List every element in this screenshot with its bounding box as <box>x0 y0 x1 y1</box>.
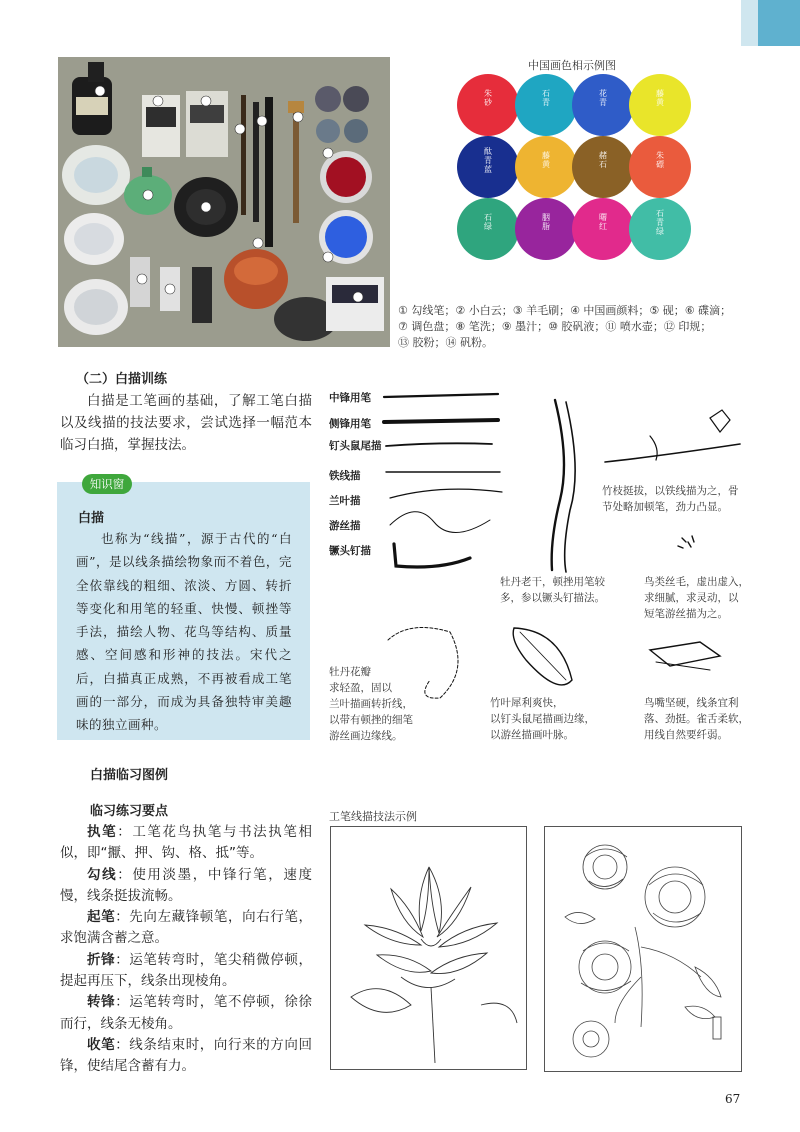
stroke-label: 游丝描 <box>329 520 361 532</box>
swatch-tenghuang-2 <box>515 136 577 198</box>
lineart-title: 工笔线描技法示例 <box>329 810 417 823</box>
swatch-shilv <box>457 198 519 260</box>
note-line: 以游丝描画叶脉。 <box>490 729 574 741</box>
practice-term: 勾线 <box>87 866 118 883</box>
practice-term: 起笔 <box>87 909 116 926</box>
stroke-label: 侧锋用笔 <box>329 418 371 430</box>
note-line: 鸟嘴坚硬，线条宜利 <box>644 697 739 709</box>
swatch-taiqinglan <box>457 136 519 198</box>
swatch-label: 藤黄 <box>655 89 665 107</box>
swatch-label: 赭石 <box>598 151 608 169</box>
practice-text: ：使用淡墨，中锋行笔，速度慢，线条挺拔流畅。 <box>60 866 313 904</box>
juetou-stroke <box>394 544 470 567</box>
note-line: 竹枝挺拔，以铁线描为之，骨 <box>602 485 739 497</box>
note-line: 节处略加顿笔，劲力凸显。 <box>602 501 728 513</box>
note-line: 用线自然要纤弱。 <box>644 729 728 741</box>
swatch-yanzhi <box>515 198 577 260</box>
swatch-zhubiao <box>629 136 691 198</box>
practice-text: ：运笔转弯时，笔尖稍微停顿，提起再压下，线条出现棱角。 <box>60 951 313 990</box>
example-heading: 白描临习图例 <box>90 768 169 783</box>
peony-line-drawing <box>544 826 742 1072</box>
knowledge-badge: 知识窗 <box>82 474 132 494</box>
cefeng-stroke <box>384 420 498 422</box>
swatch-label: 朱磦 <box>655 151 665 169</box>
swatch-label: 曙红 <box>598 213 608 231</box>
practice-point <box>60 1035 312 1078</box>
lotus-line-drawing <box>330 826 527 1070</box>
note-line: 以钉头鼠尾描画边缘， <box>490 713 595 725</box>
knowledge-title: 白描 <box>78 511 105 526</box>
note-bird-feather <box>644 574 749 622</box>
practice-point <box>60 907 312 950</box>
peony-trunk-drawing <box>552 400 564 570</box>
swatch-tenghuang <box>629 74 691 136</box>
practice-point <box>60 865 312 908</box>
section-heading: （二）白描训练 <box>76 372 168 387</box>
swatch-label: 花青 <box>598 89 608 107</box>
knowledge-body: 也称为“线描”，源于古代的“白画”，是以线条描绘物象而不着色，完全依靠线的粗细、浓淡、方圆、转折等变化和用笔的轻重、快慢、顿挫等手法，描绘人物、花鸟等结构、质量感、空间感和形神的技法。宋代之后，白描真正成熟，不再被看成工笔画的一部分，而成为具备独特审美趣味的独立画种。 <box>76 531 292 733</box>
yousi-stroke <box>390 512 490 533</box>
note-line: 落、劲挺。雀舌柔软， <box>644 713 749 725</box>
practice-point <box>60 822 312 865</box>
painting-tools-photo <box>58 57 390 347</box>
practice-point <box>60 992 312 1035</box>
note-line: 竹叶犀利爽快， <box>490 697 564 709</box>
note-line: 牡丹花瓣 <box>329 666 371 678</box>
page-number: 67 <box>725 1092 741 1106</box>
tool-legend-line: ⑦ 调色盘；⑧ 笔洗；⑨ 墨汁；⑩ 胶矾液；⑪ 喷水壶；⑫ 印规； <box>398 320 712 333</box>
note-line: 短笔游丝描为之。 <box>644 608 728 620</box>
lotus-drawing <box>331 827 526 1069</box>
swatch-huaqing <box>572 74 634 136</box>
note-line: 求轻盈，固以 <box>329 682 392 694</box>
swatch-shiqinglv <box>629 198 691 260</box>
note-line: 兰叶描画转折线， <box>329 698 413 710</box>
practice-text: ：运笔转弯时，笔不停顿，徐徐而行，线条无棱角。 <box>60 994 313 1032</box>
swatch-zheshi <box>572 136 634 198</box>
color-chart <box>400 74 744 274</box>
swatch-label: 藤黄 <box>541 151 551 169</box>
practice-term: 折锋 <box>87 951 116 968</box>
practice-text: ：线条结束时，向行来的方向回锋，使结尾含蓄有力。 <box>60 1036 313 1075</box>
note-line: 求细腻，求灵动，以 <box>644 592 739 604</box>
tool-legend-line: ⑬ 胶粉；⑭ 矾粉。 <box>398 336 493 349</box>
practice-text: ：工笔花鸟执笔与书法执笔相似，即“擫、押、钩、格、抵”等。 <box>60 824 313 862</box>
bamboo-branch-drawing <box>605 444 740 462</box>
note-bird-beak <box>644 695 749 743</box>
tool-legend-line: ① 勾线笔；② 小白云；③ 羊毛刷；④ 中国画颜料；⑤ 砚；⑥ 碟滴； <box>398 304 732 317</box>
note-peony-petal <box>329 664 413 744</box>
note-peony-trunk <box>500 574 605 606</box>
practice-term: 转锋 <box>87 994 116 1011</box>
bamboo-leaf-drawing <box>513 628 572 685</box>
stroke-label: 中锋用笔 <box>329 392 371 404</box>
note-line: 以带有顿挫的细笔 <box>329 714 413 726</box>
section-intro: 白描是工笔画的基础，了解工笔白描以及线描的技法要求，尝试选择一幅范本临习白描，掌握技法。 <box>60 393 312 453</box>
stroke-label: 镢头钉描 <box>329 545 371 557</box>
swatch-zhusha <box>457 74 519 136</box>
swatch-label: 石青绿 <box>655 208 665 236</box>
practice-list <box>60 822 312 1078</box>
stroke-label: 兰叶描 <box>329 495 361 507</box>
practice-term: 执笔 <box>87 824 118 840</box>
practice-heading: 临习练习要点 <box>90 804 169 819</box>
stroke-label: 钉头鼠尾描 <box>329 440 382 452</box>
bird-feather-drawing <box>678 536 694 548</box>
swatch-label: 朱砂 <box>483 89 493 107</box>
note-line: 牡丹老干，顿挫用笔较 <box>500 576 605 588</box>
swatch-label: 胭脂 <box>541 213 551 231</box>
color-chart-title: 中国画色相示例图 <box>528 59 616 72</box>
stroke-label: 铁线描 <box>329 470 361 482</box>
swatch-label: 酞青蓝 <box>483 146 493 174</box>
note-bamboo-branch <box>602 483 739 515</box>
lanye-stroke <box>390 489 502 498</box>
corner-tab-accent <box>741 0 758 46</box>
corner-tab <box>758 0 800 46</box>
swatch-label: 石青 <box>541 89 551 107</box>
note-line: 鸟类丝毛，虚出虚入， <box>644 576 749 588</box>
note-line: 多，参以镢头钉描法。 <box>500 592 605 604</box>
note-bamboo-leaf <box>490 695 595 743</box>
dingtou-stroke <box>386 443 492 446</box>
zhongfeng-stroke <box>384 394 498 397</box>
tool-legend <box>398 303 748 351</box>
practice-text: ：先向左藏锋顿笔，向右行笔，求饱满含蓄之意。 <box>60 909 313 947</box>
swatch-shiqing <box>515 74 577 136</box>
painting-tools-illustration <box>58 57 390 347</box>
swatch-shuhong <box>572 198 634 260</box>
practice-term: 收笔 <box>87 1036 116 1053</box>
practice-point <box>60 950 312 993</box>
swatch-label: 石绿 <box>483 213 493 231</box>
peony-drawing <box>545 827 741 1071</box>
note-line: 游丝画边缘线。 <box>329 730 403 742</box>
